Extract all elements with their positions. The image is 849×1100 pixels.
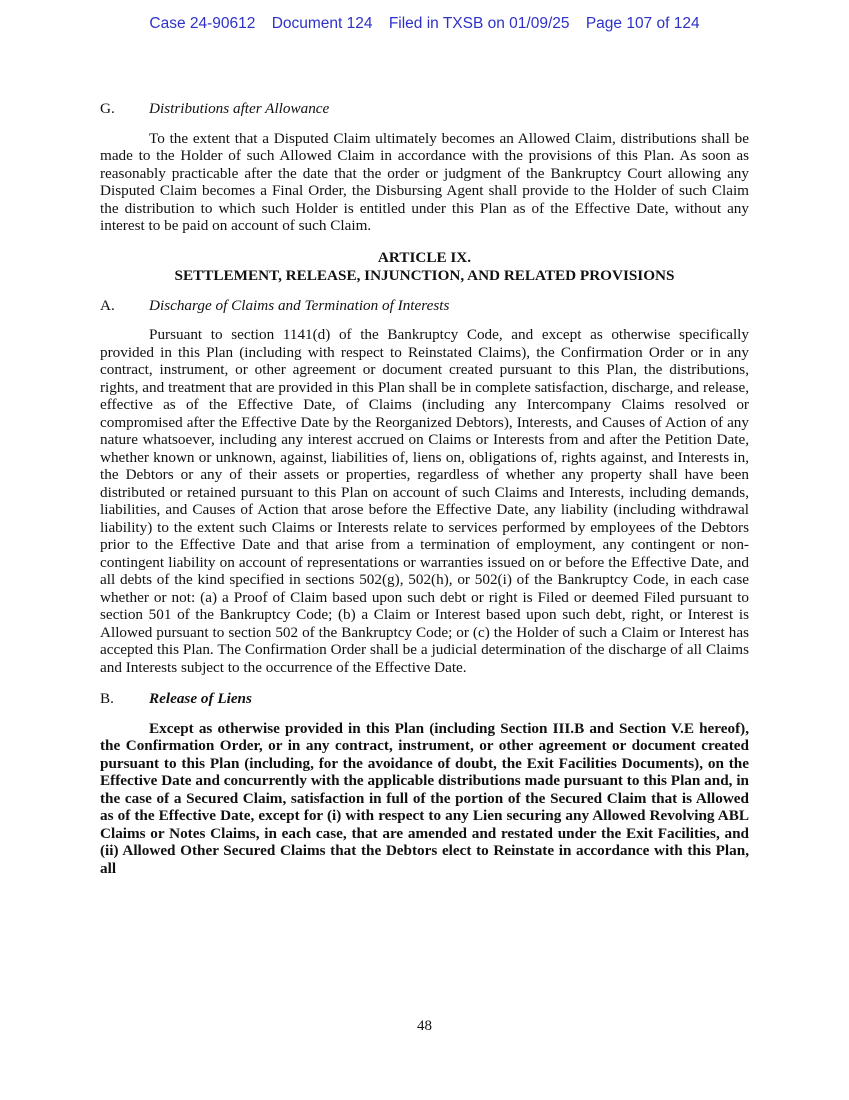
court-filing-header xyxy=(0,15,849,33)
section-a-heading xyxy=(100,297,749,315)
article-title: SETTLEMENT, RELEASE, INJUNCTION, AND RELATED PROVISIONS xyxy=(174,266,675,284)
article-heading xyxy=(100,249,749,285)
section-letter: A. xyxy=(100,296,115,314)
filing-info: Filed in TXSB on 01/09/25 xyxy=(388,15,570,32)
section-letter: B. xyxy=(100,690,114,707)
page-number: 48 xyxy=(417,1018,432,1034)
document-body xyxy=(100,100,749,877)
section-b-paragraph: Except as otherwise provided in this Plan (including Section III.B and Section V.E hereof), the Confirmation Order, or in any contract, instrument, or other agreement or document created pursuant to this Plan (including, for the avoidance of doubt, the Exit Facilities Documents), on the Effective Date and concurrently with the applicable distributions made pursuant to this Plan and, in the case of a Secured Claim, satisfaction in full of the portion of the Secured Claim that is Allowed as of the Effective Date, except for (i) with respect to any Lien securing any Allowed Revolving ABL Claims or Notes Claims, in each case, that are amended and restated under the Exit Facilities, and (ii) Allowed Other Secured Claims that the Debtors elect to Reinstate in accordance with this Plan, all xyxy=(100,719,749,877)
section-b-heading xyxy=(100,690,749,708)
section-title: Discharge of Claims and Termination of Interests xyxy=(149,296,450,314)
page-of-total: Page 107 of 124 xyxy=(585,15,700,32)
document-number: Document 124 xyxy=(271,15,373,32)
article-number: ARTICLE IX. xyxy=(377,248,472,266)
section-title: Distributions after Allowance xyxy=(149,100,330,117)
section-title: Release of Liens xyxy=(149,690,252,707)
section-letter: G. xyxy=(100,100,115,117)
section-g-heading xyxy=(100,100,749,118)
section-g-paragraph: To the extent that a Disputed Claim ultimately becomes an Allowed Claim, distributions shall be made to the Holder of such Allowed Claim in accordance with the provisions of this Plan. As soon as reasonably practicable after the date that the order or judgment of the Bankruptcy Court allowing any Disputed Claim becomes a Final Order, the Disbursing Agent shall provide to the Holder of such Claim the distribution to which such Holder is entitled under this Plan as of the Effective Date, without any interest to be paid on account of such Claim. xyxy=(100,129,749,234)
section-a-paragraph: Pursuant to section 1141(d) of the Bankruptcy Code, and except as otherwise specifically provided in this Plan (including with respect to Reinstated Claims), the Confirmation Order or in any contract, instrument, or other agreement or document created pursuant to this Plan, the distributions, rights, and treatment that are provided in this Plan shall be in complete satisfaction, discharge, and release, effective as of the Effective Date, of Claims (including any Intercompany Claims resolved or compromised after the Effective Date by the Reorganized Debtors), Interests, and Causes of Action of any nature whatsoever, including any interest accrued on Claims or Interests from and after the Petition Date, whether known or unknown, against, liabilities of, liens on, obligations of, rights against, and Interests in, the Debtors or any of their assets or properties, regardless of whether any property shall have been distributed or retained pursuant to this Plan on account of such Claims and Interests, including demands, liabilities, and Causes of Action that arose before the Effective Date, any liability (including withdrawal liability) to the extent such Claims or Interests relate to services performed by employees of the Debtors prior to the Effective Date and that arise from a termination of employment, any contingent or non-contingent liability on account of representations or warranties issued on or before the Effective Date, and all debts of the kind specified in sections 502(g), 502(h), or 502(i) of the Bankruptcy Code, in each case whether or not: (a) a Proof of Claim based upon such debt or right is Filed or deemed Filed pursuant to section 501 of the Bankruptcy Code; (b) a Claim or Interest based upon such debt, right, or Interest is Allowed pursuant to section 502 of the Bankruptcy Code; or (c) the Holder of such a Claim or Interest has accepted this Plan. The Confirmation Order shall be a judicial determination of the discharge of all Claims and Interests subject to the occurrence of the Effective Date. xyxy=(100,326,749,676)
case-number: Case 24-90612 xyxy=(149,15,256,32)
